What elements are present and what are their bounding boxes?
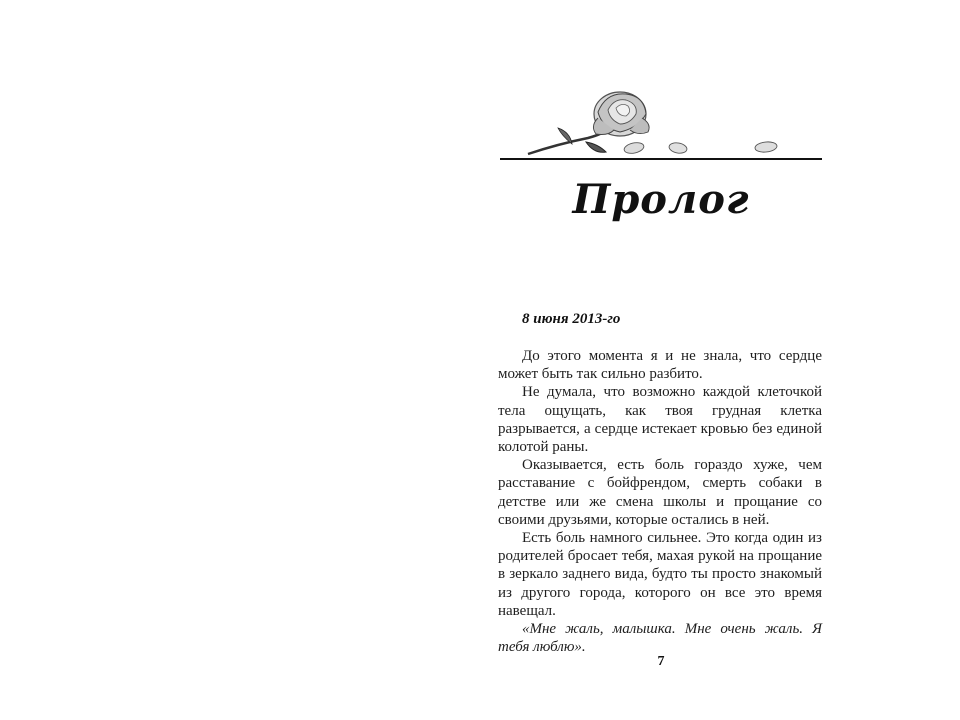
paragraph: Есть боль намного сильнее. Это когда один из родителей бросает тебя, махая рукой на прощание в зеркало заднего вида, будто ты просто знакомый из другого города, которого он все это время навещал. [498,530,822,619]
page-number: 7 [657,654,665,669]
paragraph: Не думала, что возможно каждой клеточкой тела ощущать, как твоя грудная клетка разрывается, а сердце истекает кровью без единой колотой раны. [498,384,822,456]
chapter-title: Пролог [572,176,750,223]
paragraph: Оказывается, есть боль гораздо хуже, чем расставание с бойфрендом, смерть собаки в детстве или же смена школы и прощание со своими друзьями, которые остались в ней. [498,457,822,528]
rose-with-petals-icon [498,82,824,164]
body-text [498,347,822,656]
date-heading: 8 июня 2013-го [522,311,621,327]
paragraph: До этого момента я и не знала, что сердце может быть так сильно разбито. [498,348,822,383]
quote-paragraph: «Мне жаль, малышка. Мне очень жаль. Я тебя люблю». [498,621,822,656]
header-rule [500,158,822,160]
